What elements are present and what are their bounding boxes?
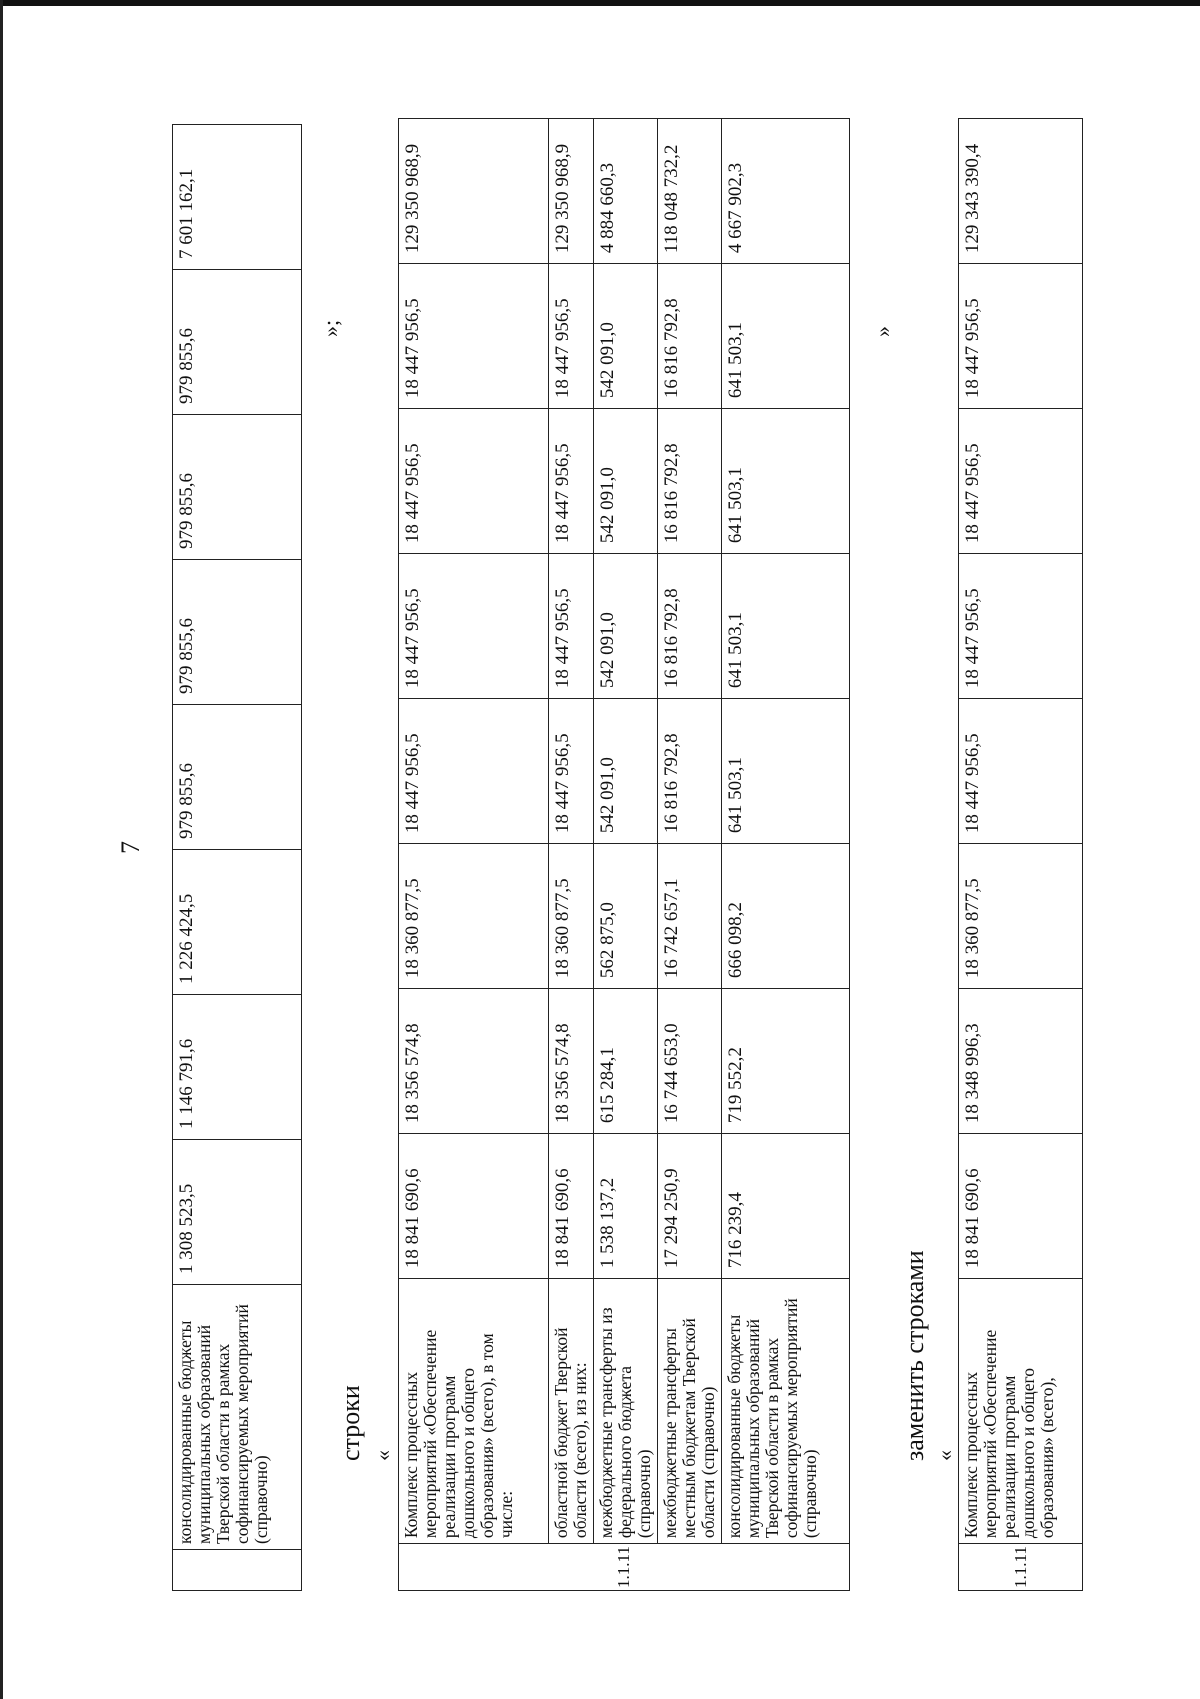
value-cell: 18 447 956,5 [549, 554, 594, 699]
value-cell: 18 360 877,5 [959, 844, 1083, 989]
value-cell: 18 447 956,5 [549, 409, 594, 554]
value-cell: 16 744 653,0 [658, 989, 722, 1134]
table-row [722, 119, 850, 1591]
value-cell: 118 048 732,2 [658, 119, 722, 264]
value-cell: 615 284,1 [594, 989, 658, 1134]
value-cell: 18 356 574,8 [549, 989, 594, 1134]
value-cell: 4 884 660,3 [594, 119, 658, 264]
value-cell: 18 356 574,8 [399, 989, 549, 1134]
value-cell: 979 855,6 [173, 560, 302, 705]
value-cell: 641 503,1 [722, 264, 850, 409]
value-cell: 18 841 690,6 [399, 1134, 549, 1279]
page-number: 7 [116, 841, 145, 854]
value-cell: 716 239,4 [722, 1134, 850, 1279]
table-old-rows [398, 118, 850, 1591]
row-code-cell [173, 1550, 302, 1591]
value-cell: 641 503,1 [722, 554, 850, 699]
value-cell: 129 343 390,4 [959, 119, 1083, 264]
table-previous-row [172, 124, 302, 1591]
value-cell: 7 601 162,1 [173, 125, 302, 270]
value-cell: 18 360 877,5 [549, 844, 594, 989]
row-label-cell: межбюджетные трансферты из федерального бюджета (справочно) [594, 1279, 658, 1544]
value-cell: 542 091,0 [594, 409, 658, 554]
value-cell: 16 816 792,8 [658, 409, 722, 554]
value-cell: 1 226 424,5 [173, 850, 302, 995]
row-label-cell: межбюджетные трансферты местным бюджетам Тверской области (справочно) [658, 1279, 722, 1544]
table-row [594, 119, 658, 1591]
value-cell: 979 855,6 [173, 415, 302, 560]
value-cell: 18 447 956,5 [959, 554, 1083, 699]
value-cell: 1 146 791,6 [173, 995, 302, 1140]
value-cell: 562 875,0 [594, 844, 658, 989]
value-cell: 18 447 956,5 [399, 409, 549, 554]
value-cell: 17 294 250,9 [658, 1134, 722, 1279]
value-cell: 18 447 956,5 [959, 409, 1083, 554]
value-cell: 18 447 956,5 [399, 554, 549, 699]
value-cell: 4 667 902,3 [722, 119, 850, 264]
value-cell: 18 447 956,5 [549, 264, 594, 409]
value-cell: 542 091,0 [594, 699, 658, 844]
value-cell: 719 552,2 [722, 989, 850, 1134]
row-label-cell: консолидированные бюджеты муниципальных образований Тверской области в рамках софинансируемых мероприятий (справочно) [722, 1279, 850, 1544]
value-cell: 18 447 956,5 [549, 699, 594, 844]
open-quote-1: « [370, 1450, 395, 1461]
value-cell: 18 360 877,5 [399, 844, 549, 989]
value-cell: 16 816 792,8 [658, 554, 722, 699]
table-row [959, 119, 1083, 1591]
value-cell: 129 350 968,9 [399, 119, 549, 264]
table-new-rows [958, 118, 1083, 1591]
table-row [549, 119, 594, 1591]
label-replace-with-rows: заменить строками [900, 1250, 929, 1461]
row-code-cell: 1.1.11 [959, 1544, 1083, 1591]
value-cell: 979 855,6 [173, 270, 302, 415]
row-label-cell: Комплекс процессных мероприятий «Обеспечение реализации программ дошкольного и общего образования» (всего), в том числе: [399, 1279, 549, 1544]
table-row [658, 119, 722, 1591]
value-cell: 18 447 956,5 [959, 264, 1083, 409]
value-cell: 18 348 996,3 [959, 989, 1083, 1134]
value-cell: 542 091,0 [594, 554, 658, 699]
value-cell: 129 350 968,9 [549, 119, 594, 264]
value-cell: 641 503,1 [722, 409, 850, 554]
value-cell: 666 098,2 [722, 844, 850, 989]
table-row [399, 119, 549, 1591]
value-cell: 1 538 137,2 [594, 1134, 658, 1279]
value-cell: 16 742 657,1 [658, 844, 722, 989]
value-cell: 18 447 956,5 [959, 699, 1083, 844]
value-cell: 542 091,0 [594, 264, 658, 409]
value-cell: 641 503,1 [722, 699, 850, 844]
row-label-cell: консолидированные бюджеты муниципальных образований Тверской области в рамках софинансируемых мероприятий (справочно) [173, 1285, 302, 1550]
value-cell: 18 447 956,5 [399, 264, 549, 409]
row-label-cell: Комплекс процессных мероприятий «Обеспечение реализации программ дошкольного и общего образования» (всего), [959, 1279, 1083, 1544]
row-label-cell: областной бюджет Тверской области (всего), из них: [549, 1279, 594, 1544]
row-code-cell: 1.1.11 [399, 1544, 850, 1591]
value-cell: 18 841 690,6 [959, 1134, 1083, 1279]
closing-quote-2: » [870, 326, 895, 337]
value-cell: 979 855,6 [173, 705, 302, 850]
closing-quote-1: »; [318, 319, 343, 337]
value-cell: 16 816 792,8 [658, 264, 722, 409]
value-cell: 1 308 523,5 [173, 1140, 302, 1285]
value-cell: 18 447 956,5 [399, 699, 549, 844]
table-row [173, 125, 302, 1591]
label-strings: строки [336, 1385, 365, 1461]
value-cell: 18 841 690,6 [549, 1134, 594, 1279]
open-quote-2: « [932, 1450, 957, 1461]
value-cell: 16 816 792,8 [658, 699, 722, 844]
